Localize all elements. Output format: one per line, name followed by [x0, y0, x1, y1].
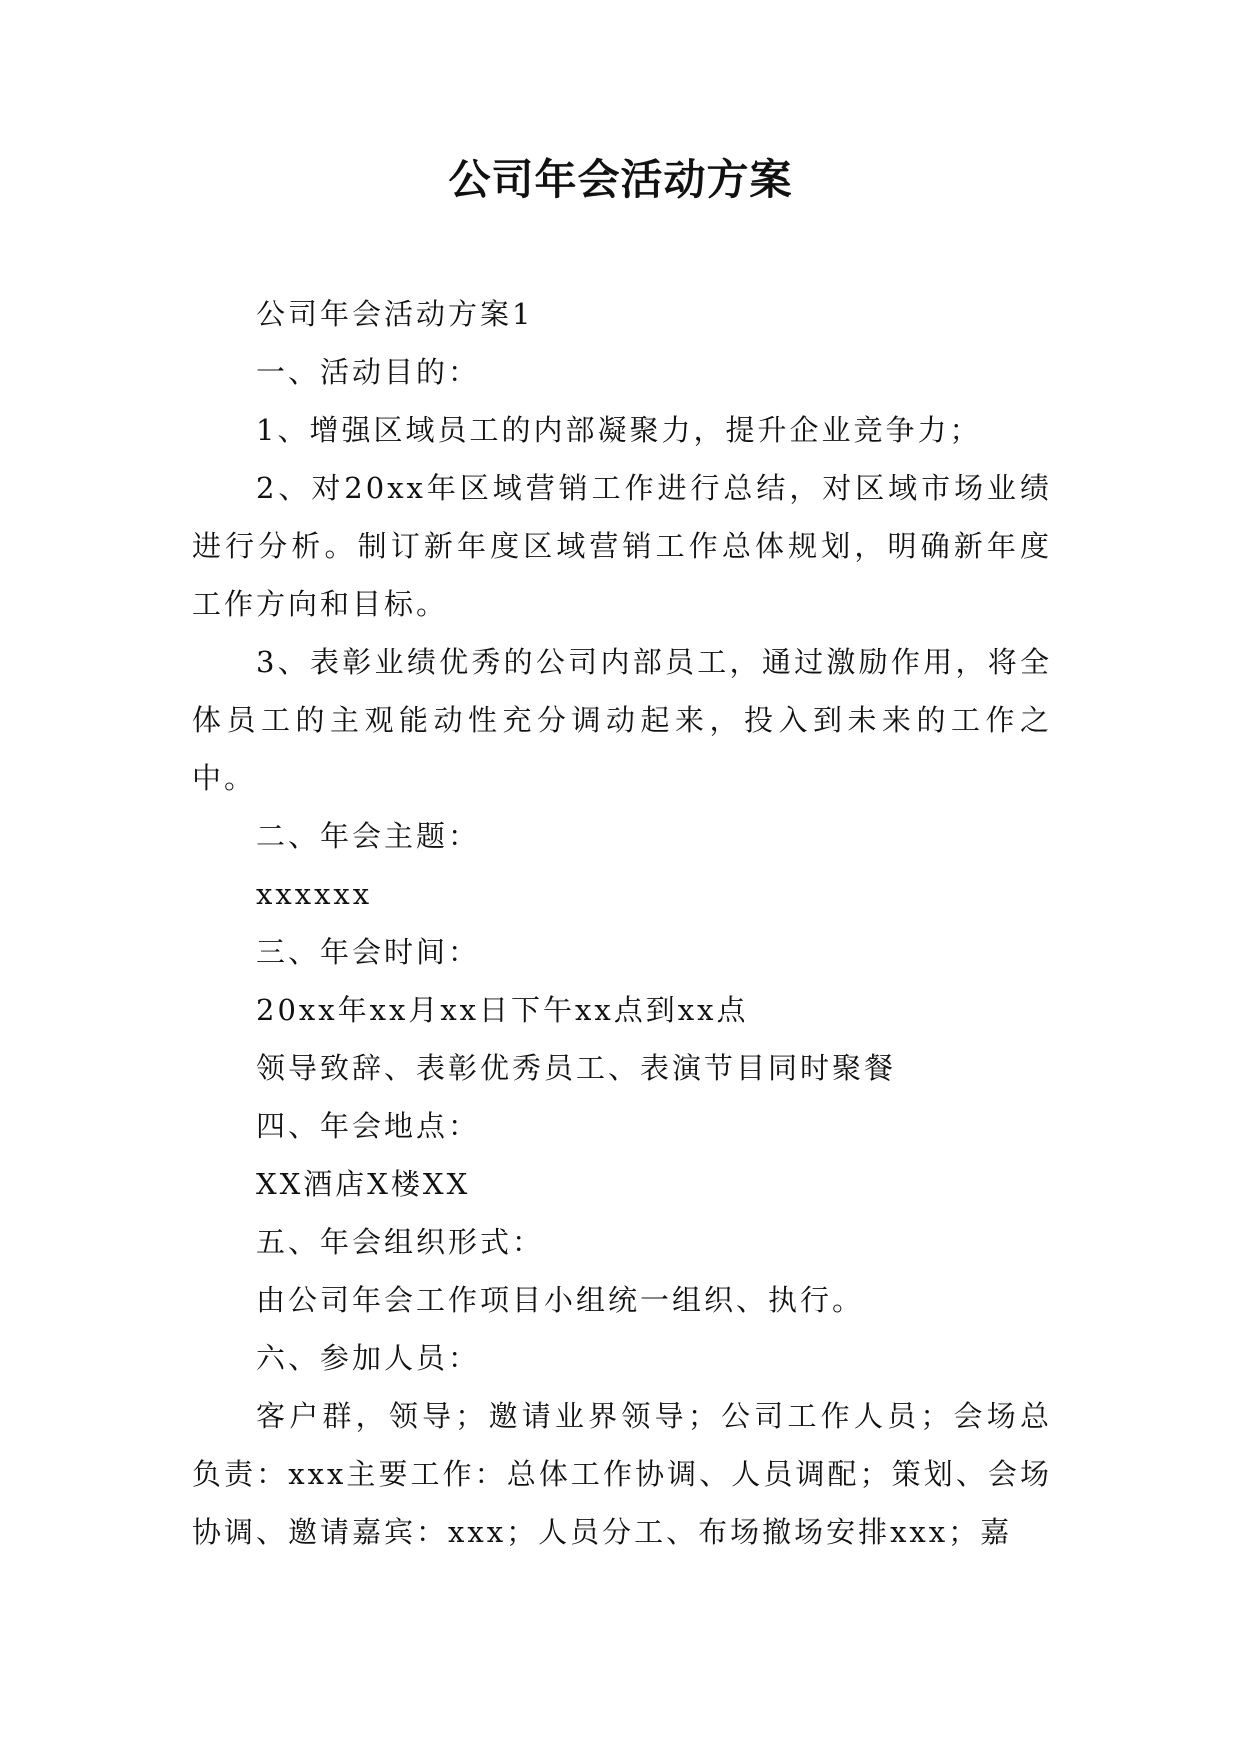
paragraph-attendees: 客户群，领导；邀请业界领导；公司工作人员；会场总负责：xxx主要工作：总体工作协调、人员调配；策划、会场协调、邀请嘉宾：xxx；人员分工、布场撤场安排xxx；嘉 — [192, 1399, 1052, 1549]
section-heading-purpose: 一、活动目的： — [256, 355, 481, 389]
paragraph-agenda: 领导致辞、表彰优秀员工、表演节目同时聚餐 — [256, 1051, 897, 1085]
paragraph-format: 由公司年会工作项目小组统一组织、执行。 — [256, 1283, 865, 1317]
paragraph-time: 20xx年xx月xx日下午xx点到xx点 — [256, 993, 749, 1027]
paragraph-purpose-1: 1、增强区域员工的内部凝聚力，提升企业竞争力； — [256, 413, 982, 447]
document-body — [192, 285, 1052, 1561]
paragraph-purpose-2: 2、对20xx年区域营销工作进行总结，对区域市场业绩进行分析。制订新年度区域营销工作总体规划，明确新年度工作方向和目标。 — [192, 471, 1052, 621]
section-heading-attendees: 六、参加人员： — [256, 1341, 481, 1375]
document-title: 公司年会活动方案 — [448, 155, 793, 204]
section-heading-time: 三、年会时间： — [256, 935, 481, 969]
paragraph-venue: XX酒店X楼XX — [256, 1167, 471, 1201]
section-heading-theme: 二、年会主题： — [256, 819, 481, 853]
paragraph-theme: xxxxxx — [256, 877, 373, 911]
section-heading-plan-1: 公司年会活动方案1 — [256, 297, 534, 331]
section-heading-format: 五、年会组织形式： — [256, 1225, 545, 1259]
paragraph-purpose-3: 3、表彰业绩优秀的公司内部员工，通过激励作用，将全体员工的主观能动性充分调动起来，投入到未来的工作之中。 — [192, 645, 1052, 795]
section-heading-venue: 四、年会地点： — [256, 1109, 481, 1143]
